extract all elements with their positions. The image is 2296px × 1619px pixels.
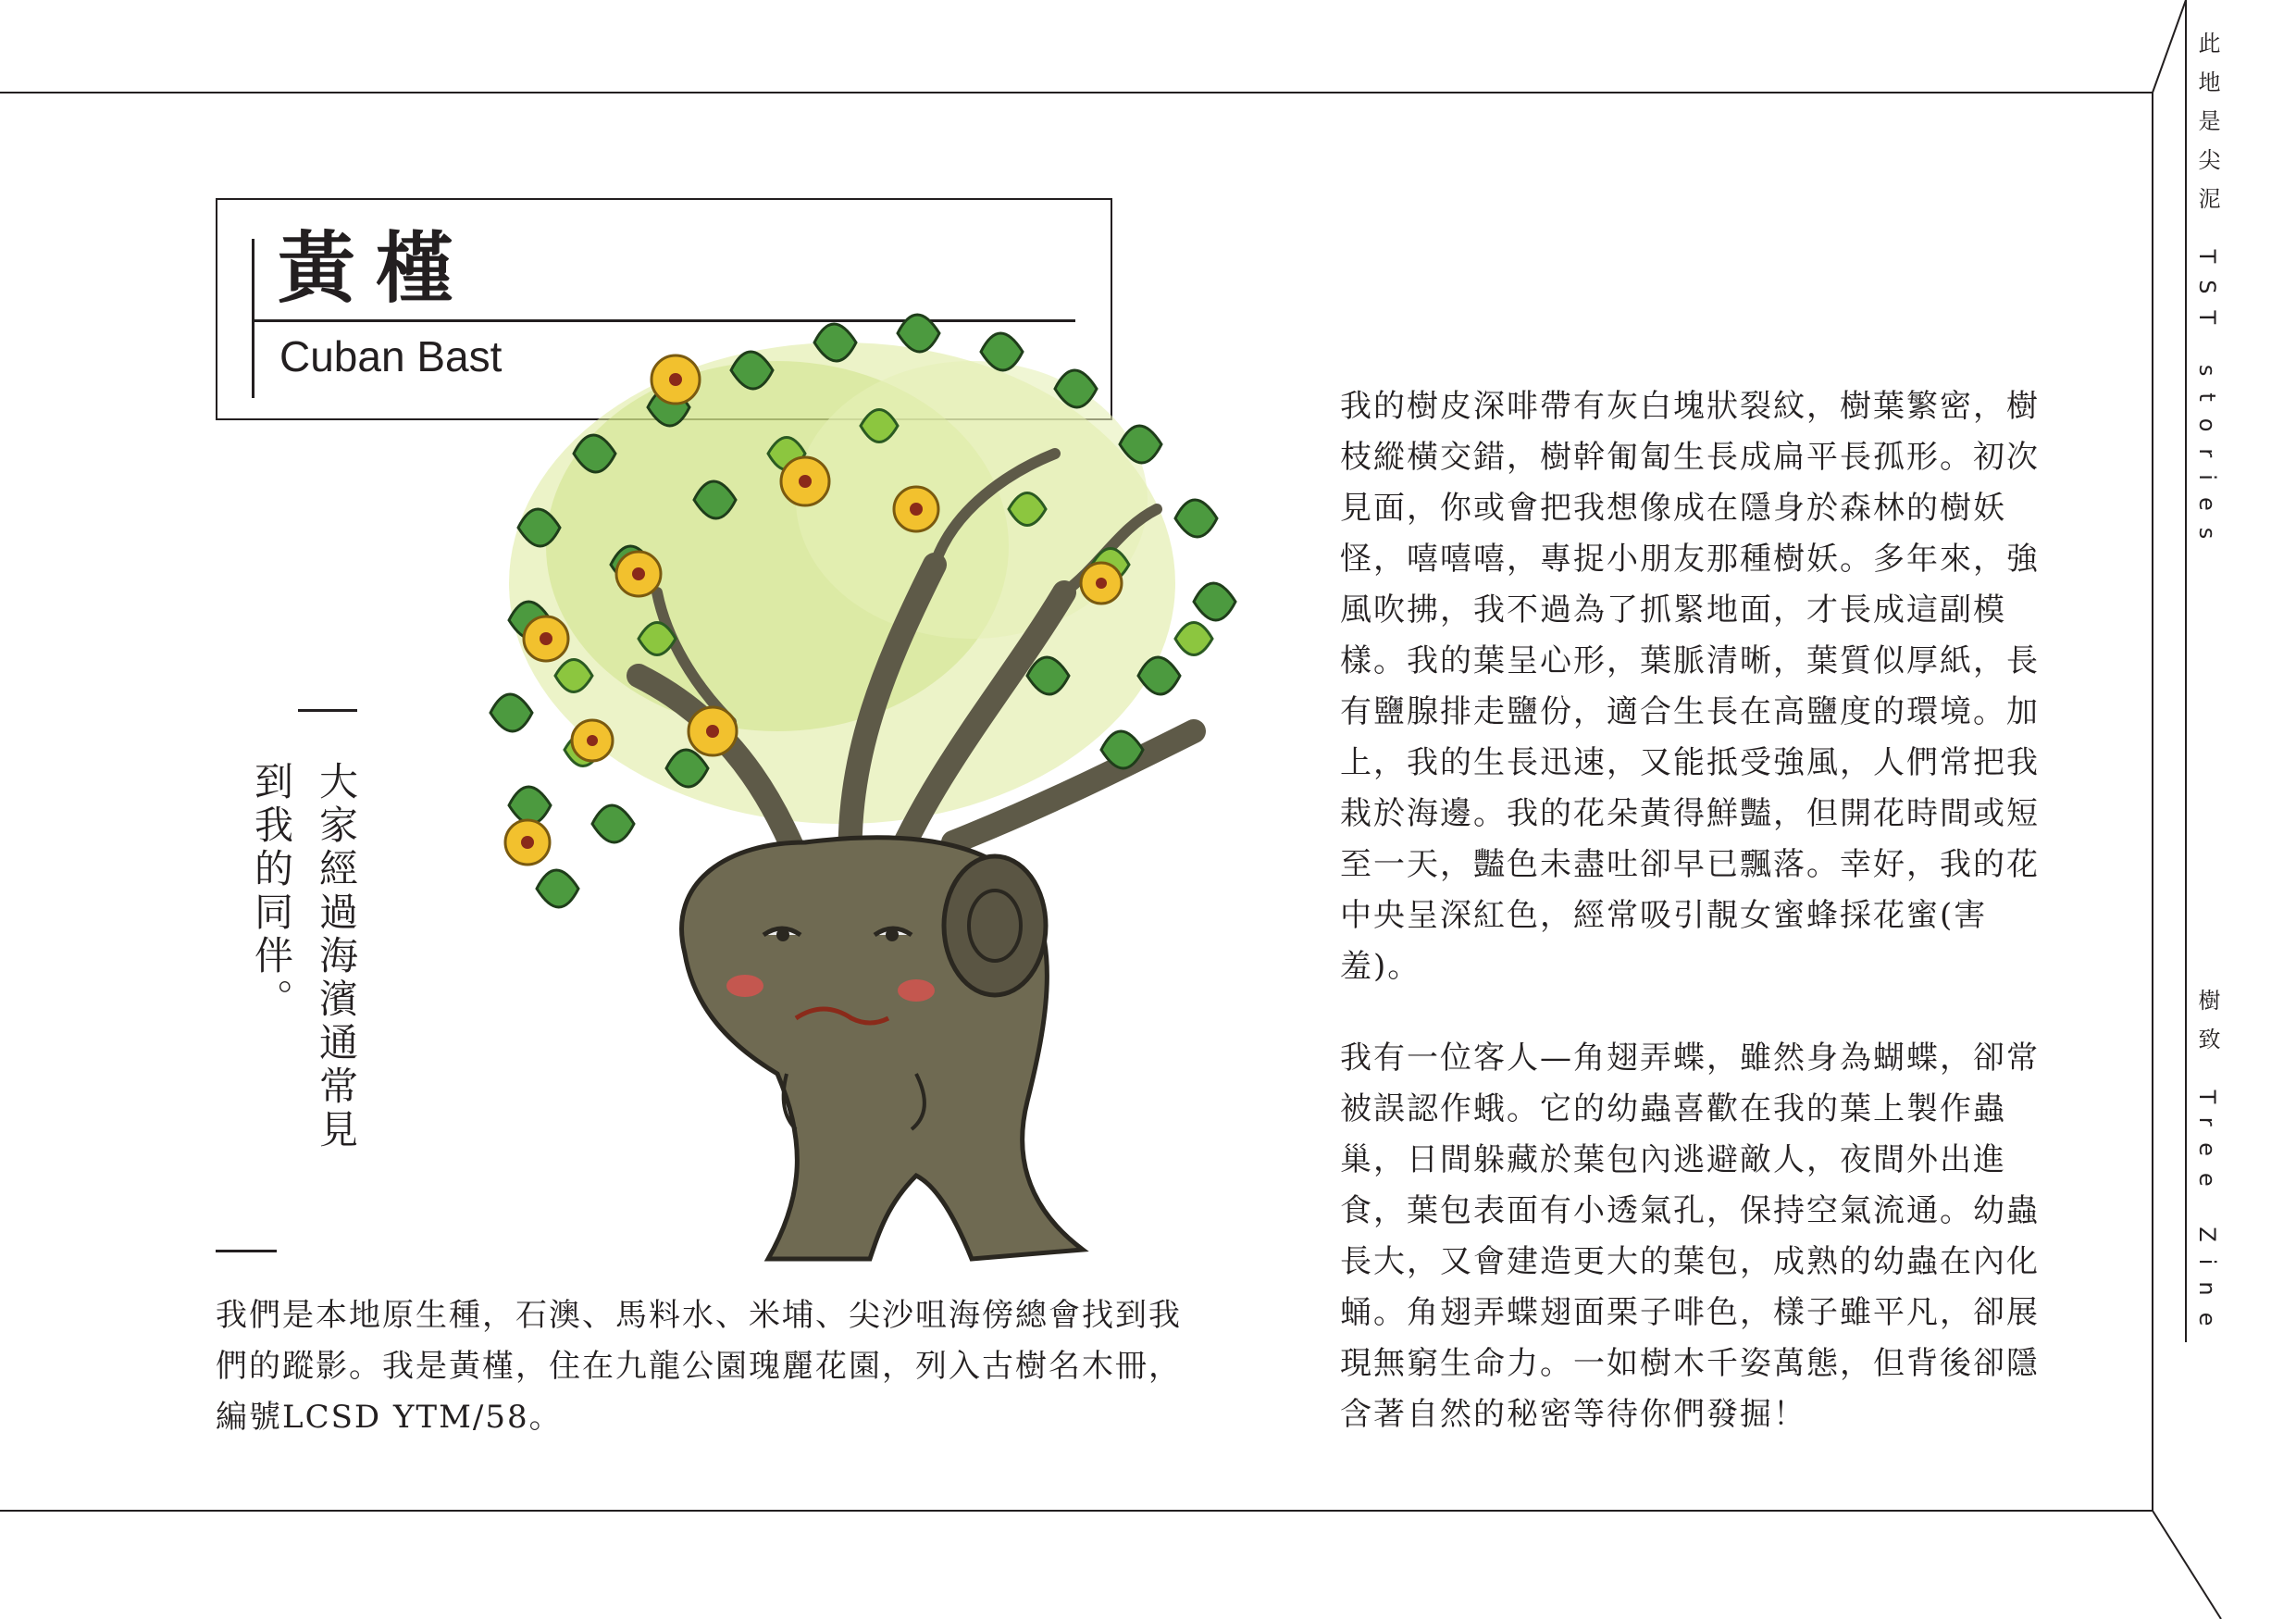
quote-dash xyxy=(298,709,357,712)
pull-quote-line-1: 大家經過海濱通常見 xyxy=(314,761,359,1152)
pull-quote-line-2: 到我的同伴。 xyxy=(249,761,294,1022)
side-label-tree-zine: 樹致 Tree Zine xyxy=(2194,989,2220,1343)
intro-dash xyxy=(216,1250,277,1252)
intro-paragraph: 我們是本地原生種，石澳、馬料水、米埔、尖沙咀海傍總會找到我們的蹤影。我是黃槿，住在九龍公園瑰麗花園，列入古樹名木冊，編號LCSD YTM/58。 xyxy=(216,1297,1182,1436)
english-title: Cuban Bast xyxy=(279,332,503,380)
title-divider-vertical xyxy=(252,239,254,398)
body-paragraph-2: 我有一位客人—角翅弄蝶，雖然身為蝴蝶，卻常被誤認作蛾。它的幼蟲喜歡在我的葉上製作蟲巢，日間躲藏於葉包內逃避敵人，夜間外出進食，葉包表面有小透氣孔，保持空氣流通。幼蟲長大，又會建造更大的葉包，成熟的幼蟲在內化蛹。角翅弄蝶翅面栗子啡色，樣子雖平凡，卻展現無窮生命力。一如樹木千姿萬態，但背後卻隱含著自然的秘密等待你們發掘！ xyxy=(1340,1040,2040,1433)
tree-spirit-illustration xyxy=(453,287,1268,1287)
body-paragraph-1: 我的樹皮深啡帶有灰白塊狀裂紋，樹葉繁密，樹枝縱橫交錯，樹幹匍匐生長成扁平長孤形。初次見面，你或會把我想像成在隱身於森林的樹妖怪，嘻嘻嘻，專捉小朋友那種樹妖。多年來，強風吹拂，我不過為了抓緊地面，才長成這副模樣。我的葉呈心形，葉脈清晰，葉質似厚紙，長有鹽腺排走鹽份，適合生長在高鹽度的環境。加上，我的生長迅速，又能抵受強風，人們常把我栽於海邊。我的花朵黃得鮮豔，但開花時間或短至一天，豔色未盡吐卻早已飄落。幸好，我的花中央呈深紅色，經常吸引靚女蜜蜂採花蜜(害羞)。 xyxy=(1340,388,2040,985)
side-label-tst-stories: 此地是尖泥 TST stories xyxy=(2194,31,2220,556)
page-title: 黃槿 xyxy=(278,223,475,314)
